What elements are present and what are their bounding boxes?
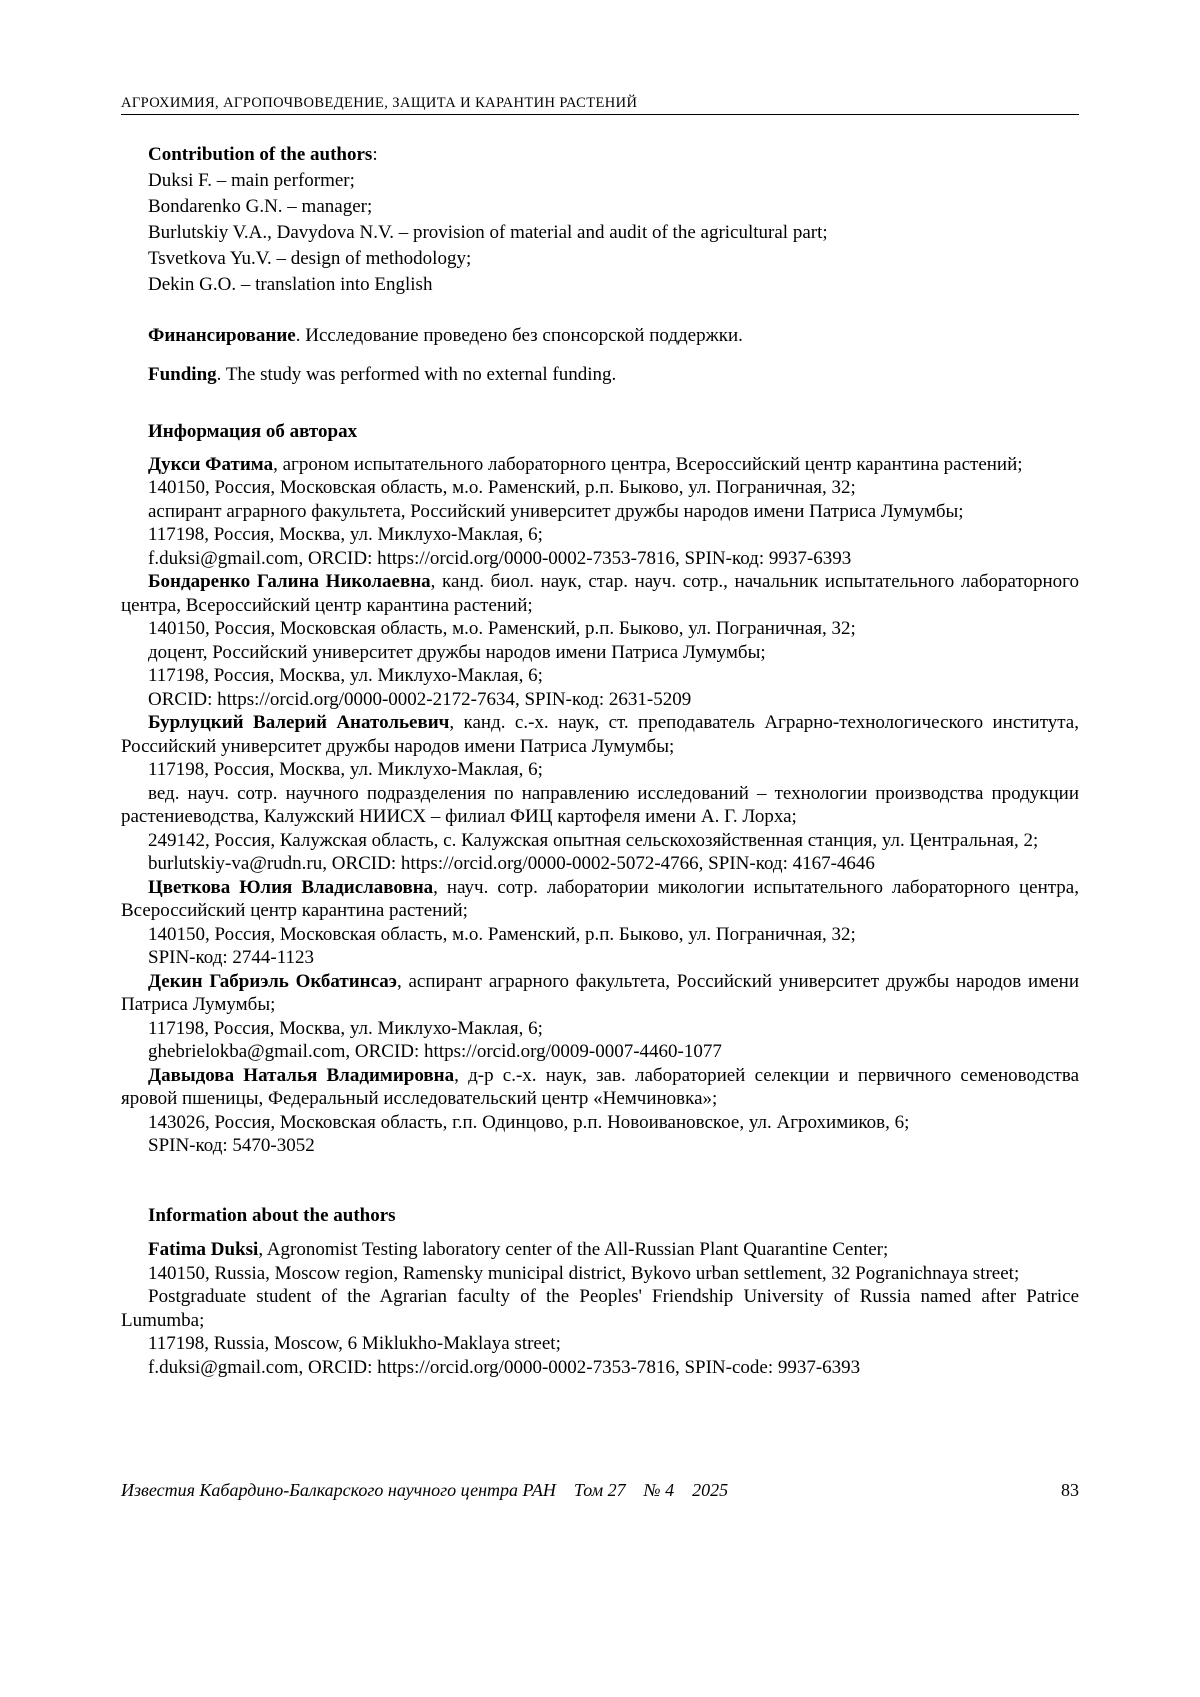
- author-name-bold: Дукси Фатима: [148, 453, 274, 475]
- page-footer: [121, 1480, 1079, 1501]
- author-ru-davydova-address: 143026, Россия, Московская область, г.п. Одинцово, р.п. Новоивановское, ул. Агрохимиков, 6;: [148, 1111, 910, 1133]
- journal-footer-line: [121, 1480, 746, 1501]
- author-ru-tsvetkova-address: 140150, Россия, Московская область, м.о. Раменский, р.п. Быково, ул. Пограничная, 32;: [148, 923, 856, 945]
- author-ru-davydova-contacts: SPIN-код: 5470-3052: [148, 1135, 315, 1156]
- journal-title: Известия Кабардино-Балкарского научного центра РАН: [121, 1480, 556, 1500]
- author-role-text: , канд. биол. наук, стар. науч. сотр., начальник испытательного лабораторного центра, Всероссийский центр карантина растений;: [121, 571, 1079, 616]
- page-number: 83: [1061, 1480, 1079, 1500]
- funding-statement-ru: [121, 324, 1079, 348]
- contribution-item-burlutskiy-davydova: Burlutskiy V.A., Davydova N.V. – provision of material and audit of the agricultural part;: [148, 222, 828, 243]
- funding-statement-en: [121, 363, 1079, 387]
- author-ru-burlutskiy-address-2: 249142, Россия, Калужская область, с. Калужская опытная сельскохозяйственная станция, ул. Центральная, 2;: [148, 829, 1039, 851]
- author-ru-burlutskiy-name-role: [121, 711, 1079, 758]
- author-role-text: , канд. с.-х. наук, ст. преподаватель Аграрно-технологического института, Российский университет дружбы народов имени Патриса Лумумбы;: [121, 712, 1079, 757]
- author-en-duksi-address-1: 140150, Russia, Moscow region, Ramensky municipal district, Bykovo urban settlement, 32 Pogranichnaya street;: [148, 1262, 1020, 1284]
- contribution-heading-bold: Contribution of the authors: [148, 144, 373, 165]
- section-funding: [121, 324, 1079, 386]
- author-ru-bondarenko-address-2: 117198, Россия, Москва, ул. Миклухо-Маклая, 6;: [148, 665, 543, 686]
- author-ru-tsvetkova-contacts: SPIN-код: 2744-1123: [148, 947, 315, 968]
- author-ru-bondarenko-address-1: 140150, Россия, Московская область, м.о. Раменский, р.п. Быково, ул. Пограничная, 32;: [148, 618, 856, 639]
- journal-year: 2025: [692, 1480, 729, 1500]
- author-ru-dekin-name-role: [121, 970, 1079, 1017]
- author-name-bold: Fatima Duksi: [148, 1239, 259, 1260]
- page-content: [121, 142, 1079, 1379]
- author-ru-burlutskiy-address-1: 117198, Россия, Москва, ул. Миклухо-Маклая, 6;: [148, 759, 543, 780]
- author-role-text: , аспирант аграрного факультета, Российский университет дружбы народов имени Патриса Лумумбы;: [121, 970, 1080, 1015]
- author-role-text: , д-р с.-х. наук, зав. лабораторией селекции и первичного семеноводства яровой пшеницы, Федеральный исследовательский центр «Немчиновка»;: [121, 1064, 1080, 1109]
- funding-text-ru: . Исследование проведено без спонсорской поддержки.: [295, 325, 743, 346]
- author-ru-davydova-name-role: [121, 1064, 1079, 1111]
- author-ru-bondarenko-name-role: [121, 570, 1079, 617]
- author-en-duksi-role-2: Postgraduate student of the Agrarian faculty of the Peoples' Friendship University of Russia named after Patrice Lumumba;: [121, 1286, 1079, 1331]
- author-role-text: , науч. сотр. лаборатории микологии испытательного лабораторного центра, Всероссийский центр карантина растений;: [121, 876, 1079, 921]
- author-en-duksi-name-role: [121, 1238, 1079, 1262]
- author-name-bold: Бурлуцкий Валерий Анатольевич: [148, 712, 450, 733]
- author-ru-duksi-contacts: f.duksi@gmail.com, ORCID: https://orcid.org/0000-0002-7353-7816, SPIN-код: 9937-6393: [148, 547, 852, 569]
- author-ru-duksi-role-2: аспирант аграрного факультета, Российский университет дружбы народов имени Патриса Лумумбы;: [148, 500, 964, 522]
- author-role-text: , Agronomist Testing laboratory center of the All-Russian Plant Quarantine Center;: [258, 1239, 889, 1260]
- author-ru-tsvetkova-name-role: [121, 876, 1079, 923]
- author-ru-duksi-name-role: [121, 453, 1079, 477]
- author-ru-duksi-address-2: 117198, Россия, Москва, ул. Миклухо-Маклая, 6;: [148, 524, 543, 545]
- author-ru-bondarenko-role-2: доцент, Российский университет дружбы народов имени Патриса Лумумбы;: [148, 641, 766, 663]
- author-ru-burlutskiy-role-2: вед. науч. сотр. научного подразделения по направлению исследований – технологии производства продукции растениеводства, Калужский НИИСХ – филиал ФИЦ картофеля имени А. Г. Лорха;: [121, 782, 1079, 827]
- author-name-bold: Бондаренко Галина Николаевна: [148, 571, 431, 592]
- author-ru-bondarenko-contacts: ORCID: https://orcid.org/0000-0002-2172-7634, SPIN-код: 2631-5209: [148, 688, 692, 710]
- section-authors-info-en: [121, 1204, 1079, 1380]
- funding-label-ru: Финансирование: [148, 325, 296, 346]
- header-rule: [121, 114, 1079, 115]
- journal-issue: № 4: [643, 1480, 675, 1500]
- funding-label-en: Funding: [148, 363, 217, 385]
- contribution-heading-colon: :: [372, 144, 378, 165]
- author-ru-duksi-address-1: 140150, Россия, Московская область, м.о. Раменский, р.п. Быково, ул. Пограничная, 32;: [148, 477, 856, 498]
- journal-volume: Том 27: [573, 1480, 626, 1500]
- section-authors-info-ru: [121, 420, 1079, 1158]
- contribution-heading: [121, 142, 1079, 168]
- contribution-item-dekin: Dekin G.O. – translation into English: [148, 274, 433, 295]
- section-contribution: [121, 142, 1079, 298]
- author-ru-dekin-contacts: ghebrielokba@gmail.com, ORCID: https://orcid.org/0009-0007-4460-1077: [148, 1041, 722, 1062]
- author-ru-dekin-address: 117198, Россия, Москва, ул. Миклухо-Маклая, 6;: [148, 1017, 543, 1039]
- author-name-bold: Декин Габриэль Окбатинсаэ: [148, 970, 397, 992]
- author-ru-burlutskiy-contacts: burlutskiy-va@rudn.ru, ORCID: https://orcid.org/0000-0002-5072-4766, SPIN-код: 4167-4646: [148, 853, 875, 874]
- author-role-text: , агроном испытательного лабораторного центра, Всероссийский центр карантина растений;: [273, 453, 1023, 475]
- author-en-duksi-contacts: f.duksi@gmail.com, ORCID: https://orcid.org/0000-0002-7353-7816, SPIN-code: 9937-6393: [148, 1356, 861, 1378]
- contribution-item-duksi: Duksi F. – main performer;: [148, 170, 355, 191]
- authors-en-heading: [121, 1204, 1079, 1228]
- contribution-item-tsvetkova: Tsvetkova Yu.V. – design of methodology;: [148, 248, 472, 269]
- author-name-bold: Цветкова Юлия Владиславовна: [148, 876, 434, 898]
- author-en-duksi-address-2: 117198, Russia, Moscow, 6 Miklukho-Maklaya street;: [148, 1333, 561, 1354]
- authors-ru-heading-text: Информация об авторах: [148, 421, 358, 442]
- running-head: АГРОХИМИЯ, АГРОПОЧВОВЕДЕНИЕ, ЗАЩИТА И КАРАНТИН РАСТЕНИЙ: [121, 95, 638, 111]
- funding-text-en: . The study was performed with no external funding.: [216, 363, 617, 385]
- authors-en-heading-text: Information about the authors: [148, 1204, 396, 1226]
- authors-ru-heading: [121, 420, 1079, 444]
- author-name-bold: Давыдова Наталья Владимировна: [148, 1064, 455, 1086]
- contribution-item-bondarenko: Bondarenko G.N. – manager;: [148, 196, 373, 217]
